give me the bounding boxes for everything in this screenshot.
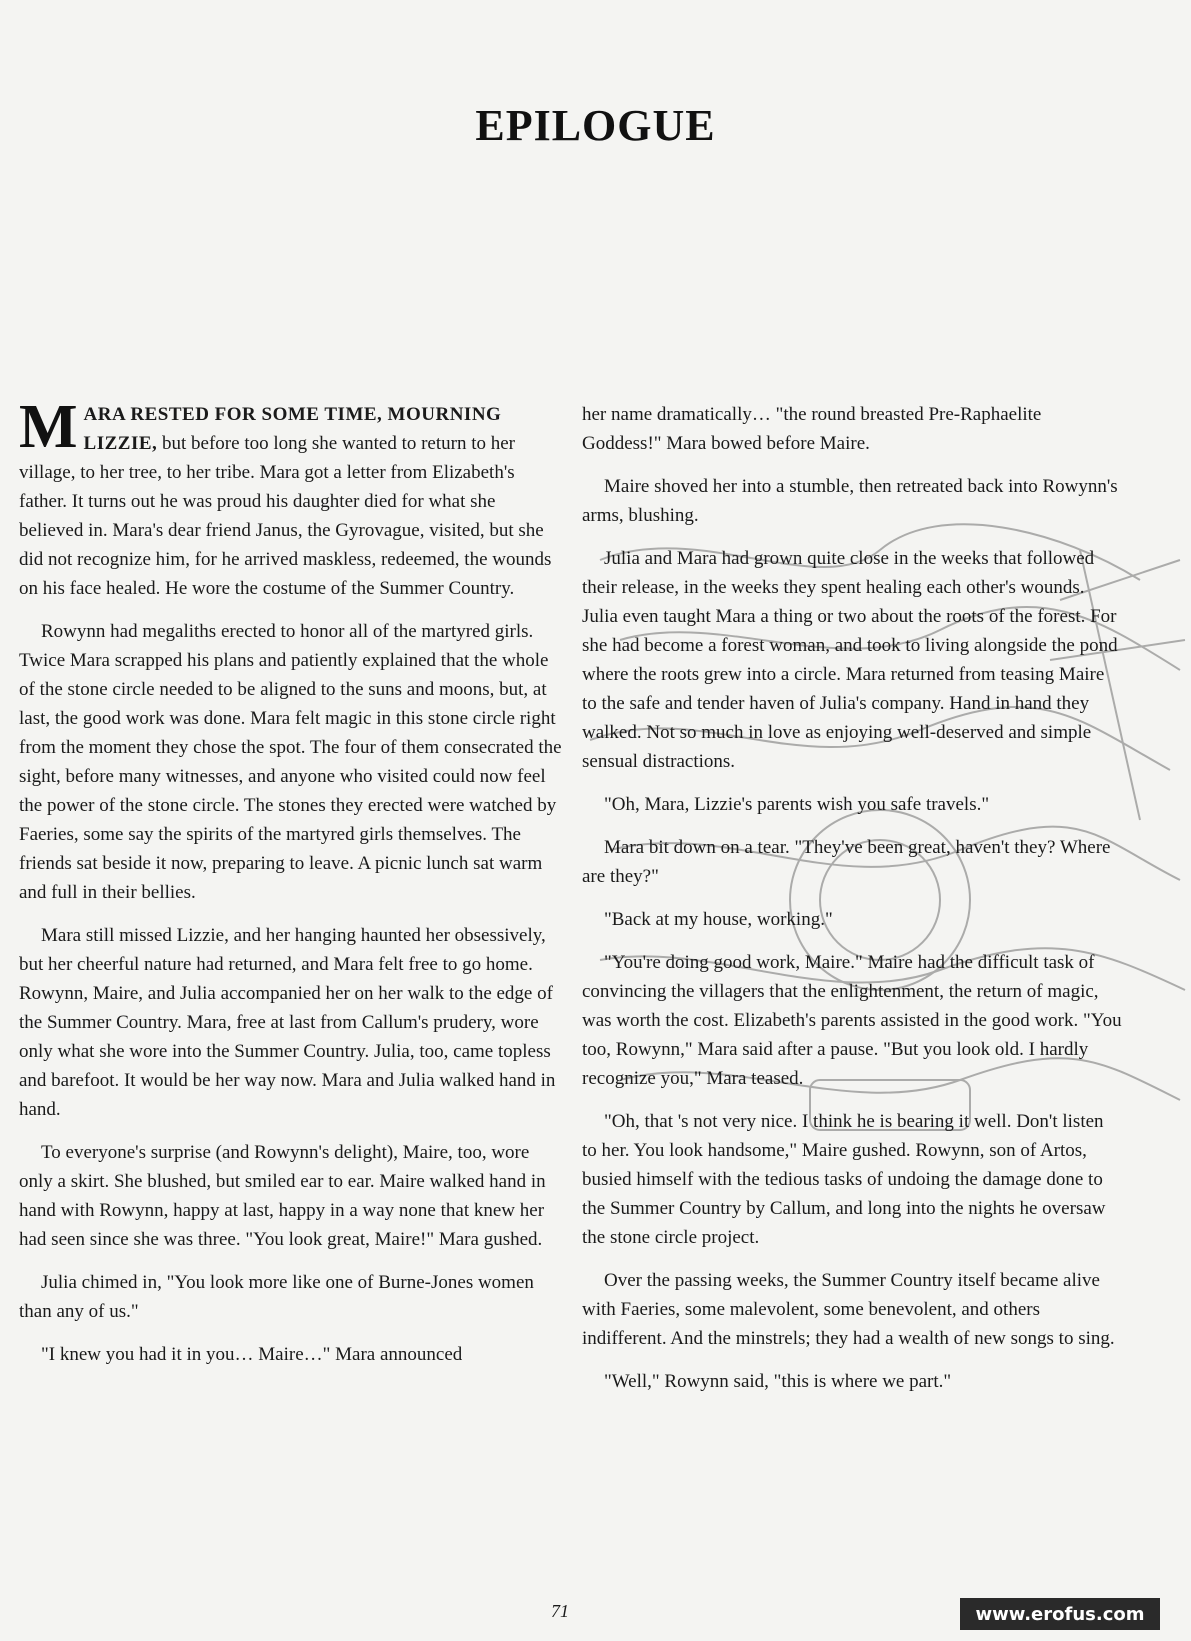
paragraph: To everyone's surprise (and Rowynn's delight), Maire, too, wore only a skirt. She blushed, but smiled ear to ear. Maire walked hand in hand with Rowynn, happy at last, happy in a way none that knew her had seen since she was three. "You look great, Maire!" Mara gushed.: [19, 1142, 546, 1250]
paragraph: Mara still missed Lizzie, and her hanging haunted her obsessively, but her cheerful nature had returned, and Mara felt free to go home. Rowynn, Maire, and Julia accompanied her on her walk to the edge of the Summer Country. Mara, free at last from Callum's prudery, wore only what she wore into the Summer Country. Julia, too, came topless and barefoot. It would be her way now. Mara and Julia walked hand in hand.: [19, 925, 556, 1120]
watermark: www.erofus.com: [960, 1598, 1160, 1630]
paragraph: Over the passing weeks, the Summer Country itself became alive with Faeries, some malevolent, some benevolent, and others indifferent. And the minstrels; they had a wealth of new songs to sing.: [582, 1270, 1115, 1349]
paragraph: Rowynn had megaliths erected to honor all of the martyred girls. Twice Mara scrapped his plans and patiently explained that the whole of the stone circle needed to be aligned to the suns and moons, but, at last, the good work was done. Mara felt magic in this stone circle right from the moment they chose the spot. The four of them consecrated the sight, before many witnesses, and anyone who visited could now feel the power of the stone circle. The stones they erected were watched by Faeries, some say the spirits of the martyred girls themselves. The friends sat beside it now, preparing to leave. A picnic lunch sat warm and full in their bellies.: [19, 621, 562, 903]
page-number: 71: [551, 1601, 569, 1621]
paragraph: [19, 393, 564, 603]
page-title: EPILOGUE: [475, 101, 716, 150]
paragraph: "Back at my house, working.": [604, 909, 833, 930]
left-column: [19, 393, 564, 1383]
opening-small-caps: ARA RESTED FOR SOME TIME, MOURNING LIZZIE,: [83, 404, 502, 454]
right-column: [582, 400, 1122, 1410]
paragraph: Julia chimed in, "You look more like one of Burne-Jones women than any of us.": [19, 1272, 534, 1322]
paragraph: "You're doing good work, Maire." Maire had the difficult task of convincing the villagers that the enlightenment, the return of magic, was worth the cost. Elizabeth's parents assisted in the good work. "You too, Rowynn," Mara said after a pause. "But you look old. I hardly recognize you," Mara teased.: [582, 952, 1122, 1089]
drop-cap: M: [19, 393, 78, 461]
paragraph: her name dramatically… "the round breasted Pre-Raphaelite Goddess!" Mara bowed before Maire.: [582, 404, 1042, 454]
paragraph: Julia and Mara had grown quite close in the weeks that followed their release, in the weeks they spent healing each other's wounds. Julia even taught Mara a thing or two about the roots of the forest. For she had become a forest woman, and took to living alongside the pond where the roots grew into a circle. Mara returned from teasing Maire to the safe and tender haven of Julia's company. Hand in hand they walked. Not so much in love as enjoying well-deserved and simple sensual distractions.: [582, 548, 1118, 772]
paragraph: Mara bit down on a tear. "They've been great, haven't they? Where are they?": [582, 837, 1111, 887]
paragraph: Maire shoved her into a stumble, then retreated back into Rowynn's arms, blushing.: [582, 476, 1118, 526]
paragraph: "Oh, Mara, Lizzie's parents wish you safe travels.": [604, 794, 990, 815]
paragraph-text: but before too long she wanted to return to her village, to her tree, to her tribe. Mara got a letter from Elizabeth's father. It turns out he was proud his daughter died for what she believed in. Mara's dear friend Janus, the Gyrovague, visited, but she did not recognize him, for he arrived maskless, redeemed, the wounds on his face healed. He wore the costume of the Summer Country.: [19, 433, 552, 599]
paragraph: "Well," Rowynn said, "this is where we part.": [604, 1371, 952, 1392]
paragraph: "I knew you had it in you… Maire…" Mara announced: [41, 1344, 463, 1365]
paragraph: "Oh, that 's not very nice. I think he is bearing it well. Don't listen to her. You look handsome," Maire gushed. Rowynn, son of Artos, busied himself with the tedious tasks of undoing the damage done to the Summer Country by Callum, and long into the nights he oversaw the stone circle project.: [582, 1111, 1106, 1248]
